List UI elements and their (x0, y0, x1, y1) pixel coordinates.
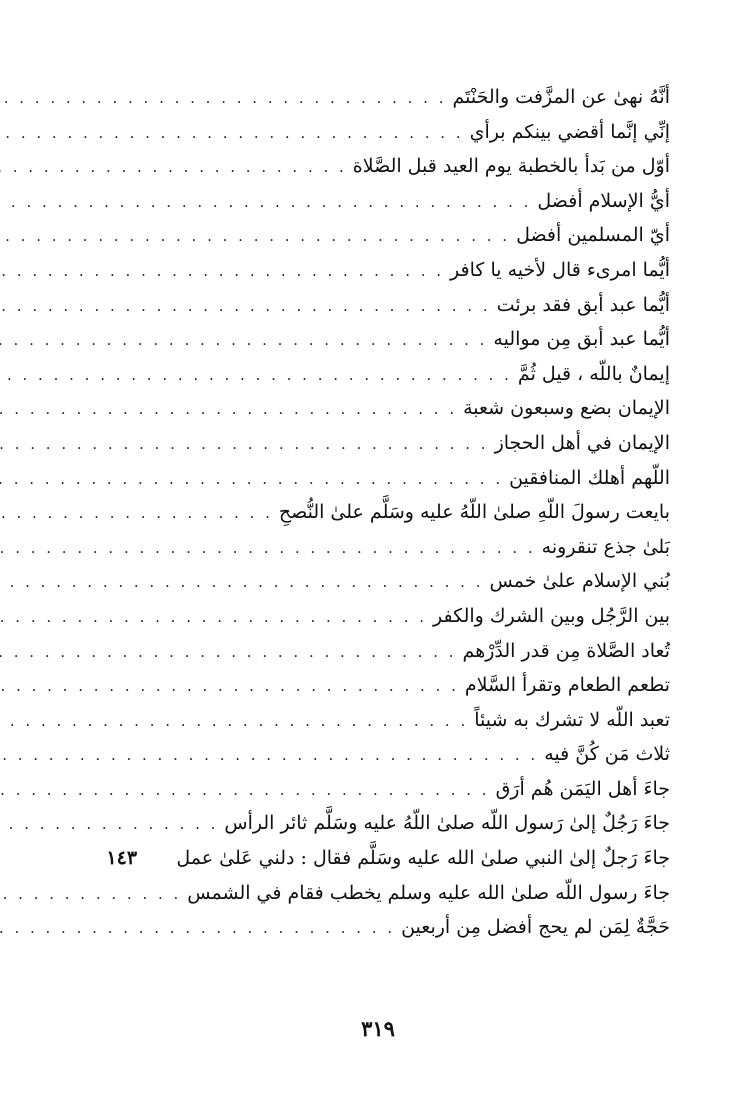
dot-leader (0, 712, 468, 730)
index-entry (112, 224, 670, 259)
entry-text: جاءَ رَجلٌ إلىٰ النبي صلىٰ الله عليه وسَلَّم فقال : دلني عَلىٰ عمل (176, 847, 670, 870)
dot-leader (0, 400, 457, 418)
entry-text: أوّل من بَدأ بالخطبة يوم العيد قبل الصَّلاة (352, 155, 670, 178)
entry-text: ثلاث مَن كُنَّ فيه (544, 743, 670, 766)
dot-leader (0, 262, 444, 280)
index-entry (112, 397, 670, 432)
entry-text: حَجَّةٌ لِمَن لم يحج أفضل مِن أربعين (401, 916, 670, 939)
dot-leader (0, 919, 395, 937)
index-entry (112, 328, 670, 363)
dot-leader (0, 504, 273, 522)
entry-text: بُني الإسلام علىٰ خمس (489, 570, 670, 593)
index-entry (112, 86, 670, 121)
hadith-index-list (106, 86, 670, 951)
dot-leader (0, 366, 512, 384)
entry-text: تعبد اللّه لا تشرك به شيئاً (474, 708, 670, 731)
dot-leader (0, 643, 457, 661)
index-entry (112, 640, 670, 675)
index-entry (112, 916, 670, 951)
index-entry (112, 190, 670, 225)
entry-text: اللّهم أهلك المنافقين (509, 466, 670, 489)
index-entry (106, 847, 670, 882)
entry-text: أيُّما عبد أبق فقد برئت (496, 293, 670, 316)
dot-leader (0, 435, 489, 453)
index-entry (112, 812, 670, 847)
index-entry (112, 155, 670, 190)
dot-leader (0, 573, 483, 591)
entry-page-number: ١٤٣ (106, 847, 138, 870)
index-entry (112, 605, 670, 640)
entry-text: بين الرَّجُل وبين الشرك والكفر (433, 604, 670, 627)
page-number: ٣١٩ (361, 1016, 395, 1041)
dot-leader (0, 470, 503, 488)
index-entry (112, 259, 670, 294)
entry-text: جاءَ رَجُلٌ إلىٰ رَسول اللّه صلىٰ اللّهُ عليه وسَلَّم ثائر الرأس (224, 812, 670, 835)
dot-leader (0, 297, 491, 315)
entry-text: إنِّي إنَّما أقضي بينكم برأي (469, 120, 670, 143)
entry-text: بايعت رسولَ اللّهِ صلىٰ اللّهُ عليه وسَلَّم علىٰ النُّصحِ (278, 501, 670, 524)
entry-text: أيُّما عبد أبق مِن مواليه (493, 328, 670, 351)
index-entry (112, 778, 670, 813)
dot-leader (0, 815, 218, 833)
dot-leader (0, 885, 181, 903)
index-entry (112, 121, 670, 156)
entry-text: إيمانٌ باللّه ، قيل ثُمَّ (517, 362, 670, 385)
index-entry (112, 536, 670, 571)
dot-leader (0, 193, 531, 211)
dot-leader (0, 124, 464, 142)
entry-text: بَلىٰ جذع تنقرونه (541, 535, 670, 558)
entry-text: تطعم الطعام وتقرأ السَّلام (464, 674, 670, 697)
index-entry (112, 674, 670, 709)
entry-text: الإيمان بضع وسبعون شعبة (463, 397, 670, 420)
index-entry (112, 570, 670, 605)
index-entry (112, 743, 670, 778)
entry-text: أيّ المسلمين أفضل (516, 224, 670, 247)
index-entry (112, 432, 670, 467)
index-entry (112, 882, 670, 917)
dot-leader (0, 331, 487, 349)
index-entry (112, 294, 670, 329)
index-entry (112, 467, 670, 502)
dot-leader (0, 677, 459, 695)
entry-text: جاءَ رسول اللّه صلىٰ الله عليه وسلم يخطب فقام في الشمس (187, 881, 670, 904)
entry-text: الإيمان في أهل الحجاز (494, 431, 670, 454)
index-entry (112, 501, 670, 536)
dot-leader (0, 608, 427, 626)
entry-text: جاءَ أهل اليَمَن هُم أرَق (495, 777, 670, 800)
dot-leader (0, 781, 490, 799)
entry-text: أنَّهُ نهىٰ عن المزَّفت والحَنْتَم (452, 86, 670, 108)
index-entry (112, 363, 670, 398)
index-entry (112, 709, 670, 744)
dot-leader (0, 227, 510, 245)
dot-leader (0, 89, 447, 107)
entry-text: تُعاد الصَّلاة مِن قدر الدِّرْهم (462, 639, 670, 662)
entry-text: أيُّما امرىء قال لأخيه يا كافر (450, 258, 670, 281)
dot-leader (0, 746, 538, 764)
dot-leader (0, 158, 347, 176)
dot-leader (0, 539, 536, 557)
entry-text: أيُّ الإسلام أفضل (537, 189, 670, 212)
